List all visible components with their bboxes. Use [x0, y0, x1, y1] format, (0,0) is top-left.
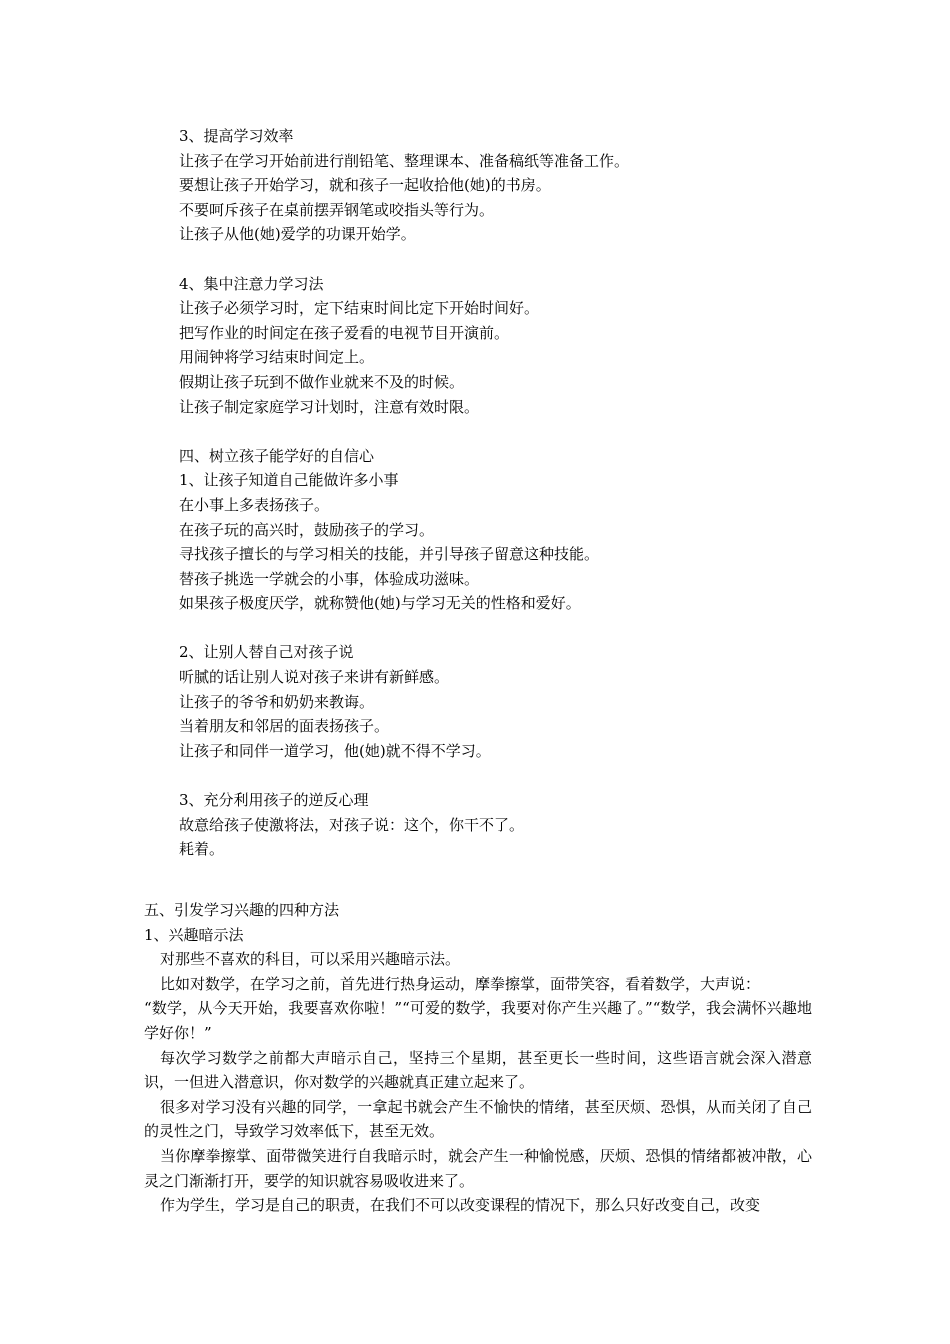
list-item: 不要呵斥孩子在桌前摆弄钢笔或咬指头等行为。 — [179, 200, 495, 219]
list-item: 如果孩子极度厌学，就称赞他(她)与学习无关的性格和爱好。 — [179, 594, 581, 613]
list-item: 让孩子必须学习时，定下结束时间比定下开始时间好。 — [179, 299, 540, 318]
list-item: 把写作业的时间定在孩子爱看的电视节目开演前。 — [179, 323, 510, 342]
paragraph: “数学，从今天开始，我要喜欢你啦！”“可爱的数学，我要对你产生兴趣了。”“数学，我会满怀兴趣地学好你！” — [144, 999, 812, 1042]
paragraph: 每次学习数学之前都大声暗示自己，坚持三个星期，甚至更长一些时间，这些语言就会深入潜意识，一但进入潜意识，你对数学的兴趣就真正建立起来了。 — [144, 1048, 812, 1092]
list-item: 让孩子制定家庭学习计划时，注意有效时限。 — [179, 397, 480, 416]
list-item: 假期让孩子玩到不做作业就来不及的时候。 — [179, 372, 465, 391]
paragraph: 很多对学习没有兴趣的同学，一拿起书就会产生不愉快的情绪，甚至厌烦、恐惧，从而关闭了自己的灵性之门，导致学习效率低下，甚至无效。 — [144, 1097, 812, 1141]
list-item: 听腻的话让别人说对孩子来讲有新鲜感。 — [179, 668, 450, 687]
section-heading: 1、兴趣暗示法 — [144, 925, 244, 944]
list-item: 让孩子从他(她)爱学的功课开始学。 — [179, 225, 416, 244]
list-item: 让孩子在学习开始前进行削铅笔、整理课本、准备稿纸等准备工作。 — [179, 151, 630, 170]
list-item: 在孩子玩的高兴时，鼓励孩子的学习。 — [179, 520, 435, 539]
section-heading: 3、提高学习效率 — [179, 127, 294, 145]
list-item: 要想让孩子开始学习，就和孩子一起收拾他(她)的书房。 — [179, 176, 551, 195]
main-content — [144, 898, 812, 1218]
section-heading: 1、让孩子知道自己能做许多小事 — [179, 471, 399, 490]
list-item: 在小事上多表扬孩子。 — [179, 495, 330, 514]
list-item: 用闹钟将学习结束时间定上。 — [179, 348, 375, 367]
list-item: 耗着。 — [179, 840, 225, 859]
paragraph: 比如对数学，在学习之前，首先进行热身运动，摩拳擦掌，面带笑容，看着数学，大声说： — [160, 974, 761, 993]
list-item: 让孩子的爷爷和奶奶来教诲。 — [179, 692, 375, 711]
list-item: 故意给孩子使激将法，对孩子说：这个，你干不了。 — [179, 815, 525, 834]
paragraph: 对那些不喜欢的科目，可以采用兴趣暗示法。 — [160, 950, 461, 969]
section-heading: 2、让别人替自己对孩子说 — [179, 643, 354, 662]
list-item: 寻找孩子擅长的与学习相关的技能，并引导孩子留意这种技能。 — [179, 545, 600, 564]
list-item: 替孩子挑选一学就会的小事，体验成功滋味。 — [179, 569, 480, 588]
part-heading: 五、引发学习兴趣的四种方法 — [144, 901, 340, 919]
part-heading: 四、树立孩子能学好的自信心 — [179, 446, 375, 465]
list-item: 让孩子和同伴一道学习，他(她)就不得不学习。 — [179, 741, 491, 760]
paragraph: 当你摩拳擦掌、面带微笑进行自我暗示时，就会产生一种愉悦感，厌烦、恐惧的情绪都被冲散，心灵之门渐渐打开，要学的知识就容易吸收进来了。 — [144, 1146, 812, 1190]
indented-content — [179, 124, 839, 862]
list-item: 当着朋友和邻居的面表扬孩子。 — [179, 717, 390, 736]
section-heading: 3、充分利用孩子的逆反心理 — [179, 791, 369, 810]
section-heading: 4、集中注意力学习法 — [179, 274, 324, 293]
paragraph: 作为学生，学习是自己的职责，在我们不可以改变课程的情况下，那么只好改变自己，改变 — [160, 1196, 761, 1215]
